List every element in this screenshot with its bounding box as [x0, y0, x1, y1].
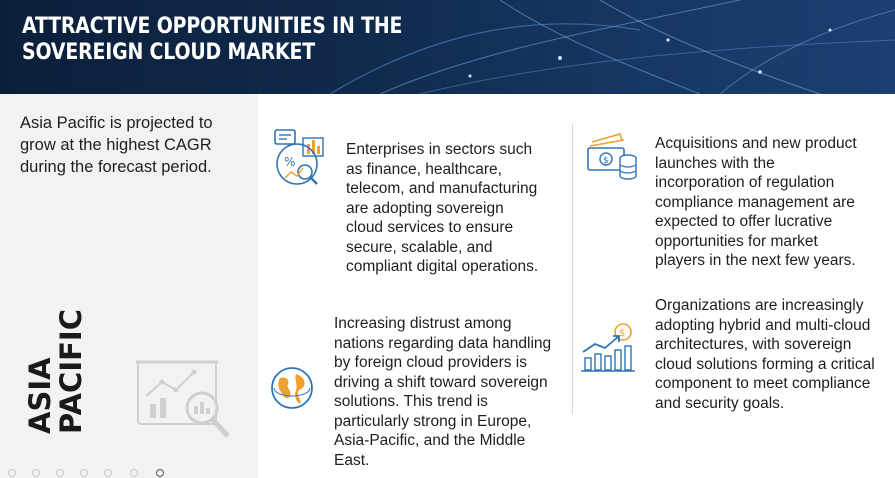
distrust-opportunity-text: Increasing distrust among nations regarding data handling by foreign cloud providers is driving a shift toward sovereign solutions. This trend is particularly strong in Europe, Asia-Pacific, and the Middle East.	[334, 315, 552, 469]
header-banner	[0, 0, 895, 94]
region-description: Asia Pacific is projected to grow at the highest CAGR during the forecast period.	[20, 114, 213, 176]
presentation-magnifier-icon	[132, 356, 240, 446]
analytics-percent-icon	[271, 128, 327, 190]
hybrid-opportunity-text: Organizations are increasingly adopting hybrid and multi-cloud architectures, with sovereign cloud solutions forming a critical component to meet compliance and security goals.	[655, 297, 875, 412]
money-coins-icon	[586, 132, 640, 184]
svg-text:$: $	[603, 156, 609, 166]
page-title: ATTRACTIVE OPPORTUNITIES IN THE SOVEREIGN CLOUD MARKET	[22, 14, 403, 65]
svg-text:%: %	[284, 155, 296, 169]
svg-text:$: $	[619, 328, 626, 339]
region-label: ASIA PACIFIC	[23, 309, 88, 434]
region-panel	[0, 94, 258, 478]
page-dots	[8, 468, 178, 478]
globe-icon	[268, 364, 316, 412]
sectors-opportunity-text: Enterprises in sectors such as finance, healthcare, telecom, and manufacturing are adopting sovereign cloud services to ensure secure, scalable, and compliant digital operations.	[346, 141, 539, 275]
column-divider	[572, 124, 573, 414]
acquisitions-opportunity-text: Acquisitions and new product launches with the incorporation of regulation compliance management are expected to offer lucrative opportunities for market players in the next few years.	[655, 135, 857, 269]
growth-chart-dollar-icon	[579, 322, 639, 374]
